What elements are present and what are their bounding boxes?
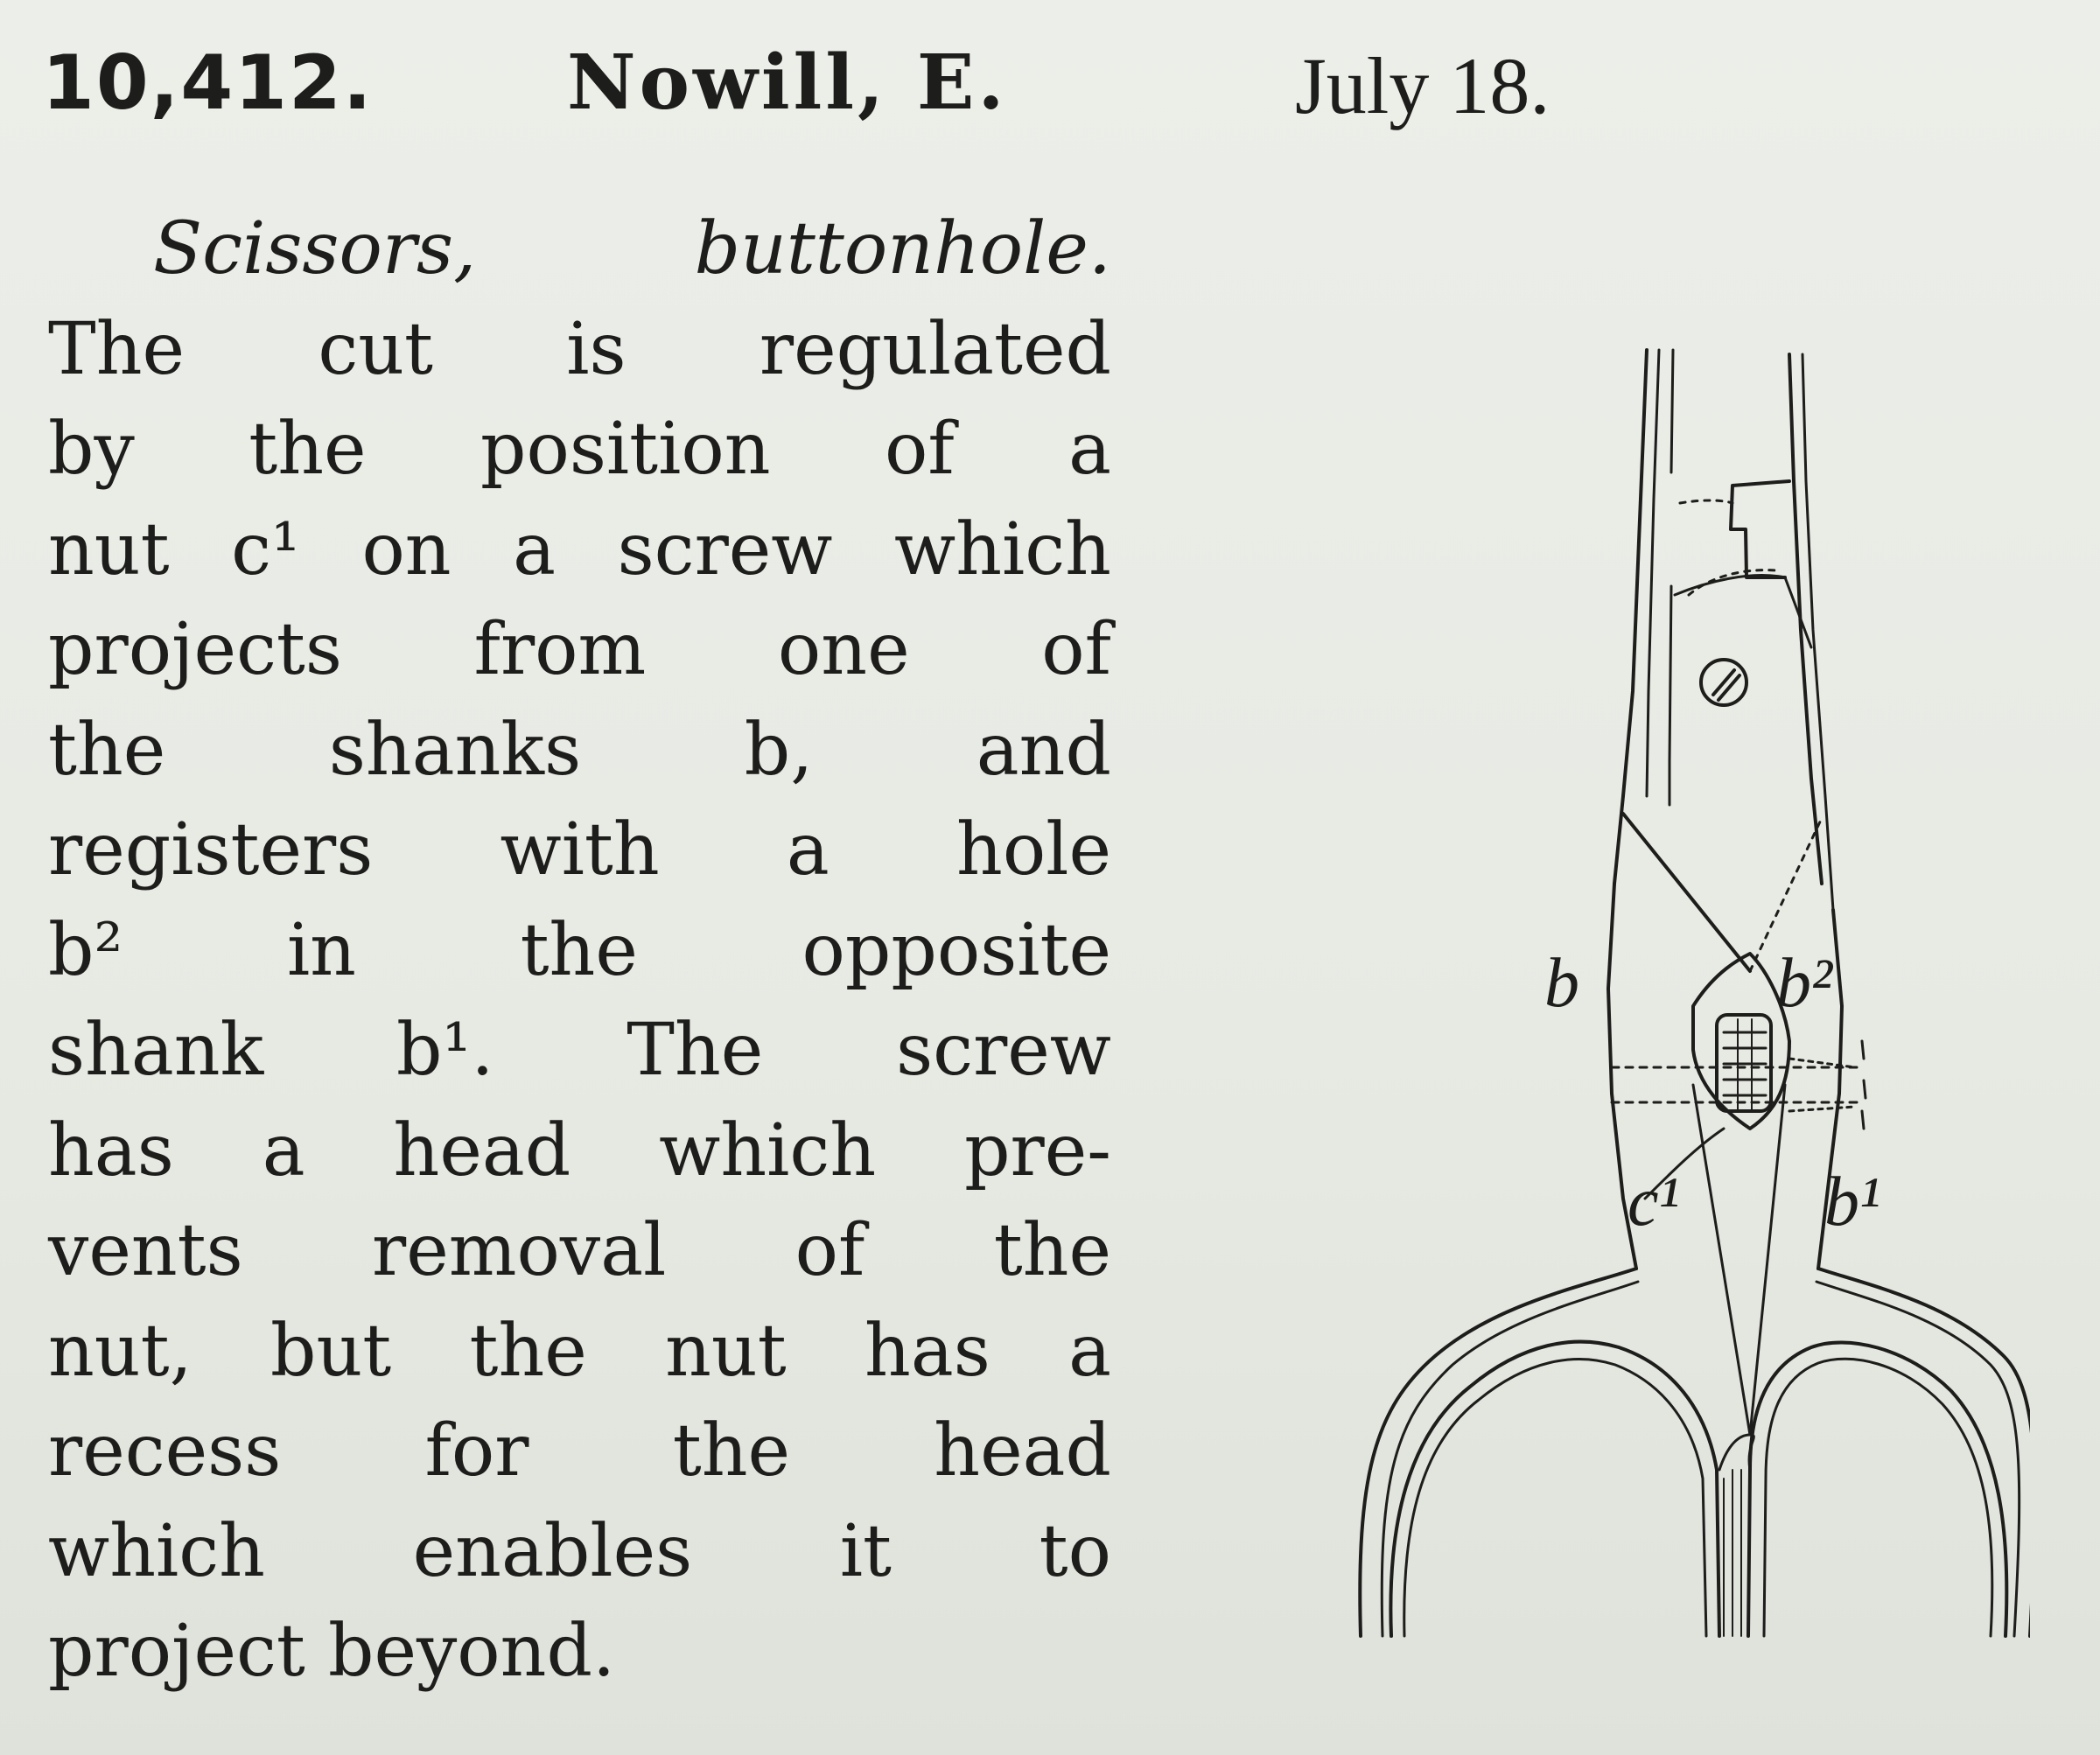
label-b2: b² — [1776, 945, 1832, 1022]
text-line: b² in the opposite — [48, 908, 1111, 992]
text-line: shank b¹. The screw — [48, 1009, 1111, 1092]
label-c1: c¹ — [1628, 1164, 1680, 1241]
patent-date: July 18. — [1295, 41, 1550, 130]
text-line: has a head which pre- — [48, 1108, 1111, 1192]
scissors-drawing — [1339, 341, 2030, 1654]
left-blade-inner-edge — [1647, 350, 1659, 796]
text-line: projects from one of — [48, 608, 1111, 691]
inventor-name: Nowill, E. — [567, 38, 1008, 127]
text-line: registers with a hole — [48, 808, 1111, 891]
text-line: vents removal of the — [48, 1209, 1111, 1292]
text-line: the shanks b, and — [48, 708, 1111, 792]
left-ring-inner — [1390, 1342, 1719, 1636]
abstract-text — [48, 199, 1111, 1703]
label-b: b — [1544, 945, 1579, 1022]
text-line: The cut is regulated — [48, 307, 1111, 391]
patent-number: 10,412. — [42, 39, 374, 127]
text-line: which enables it to — [48, 1509, 1111, 1593]
label-b1: b¹ — [1824, 1164, 1880, 1241]
text-line: project beyond. — [48, 1610, 616, 1693]
text-line — [48, 199, 1111, 300]
text-line: recess for the head — [48, 1409, 1111, 1493]
text-line: by the position of a — [48, 408, 1111, 491]
text-line: nut c¹ on a screw which — [48, 507, 1111, 591]
left-blade-edge — [1614, 350, 1647, 884]
left-ring-outer — [1360, 1269, 1636, 1636]
text-line: nut, but the nut has a — [48, 1309, 1111, 1393]
right-ring-outer — [1818, 1269, 2030, 1636]
subject-term: Scissors, buttonhole. — [153, 207, 1111, 290]
crossing-line — [1623, 814, 1750, 971]
scissors-figure — [1339, 341, 2030, 1654]
blade-notch — [1731, 481, 1789, 577]
